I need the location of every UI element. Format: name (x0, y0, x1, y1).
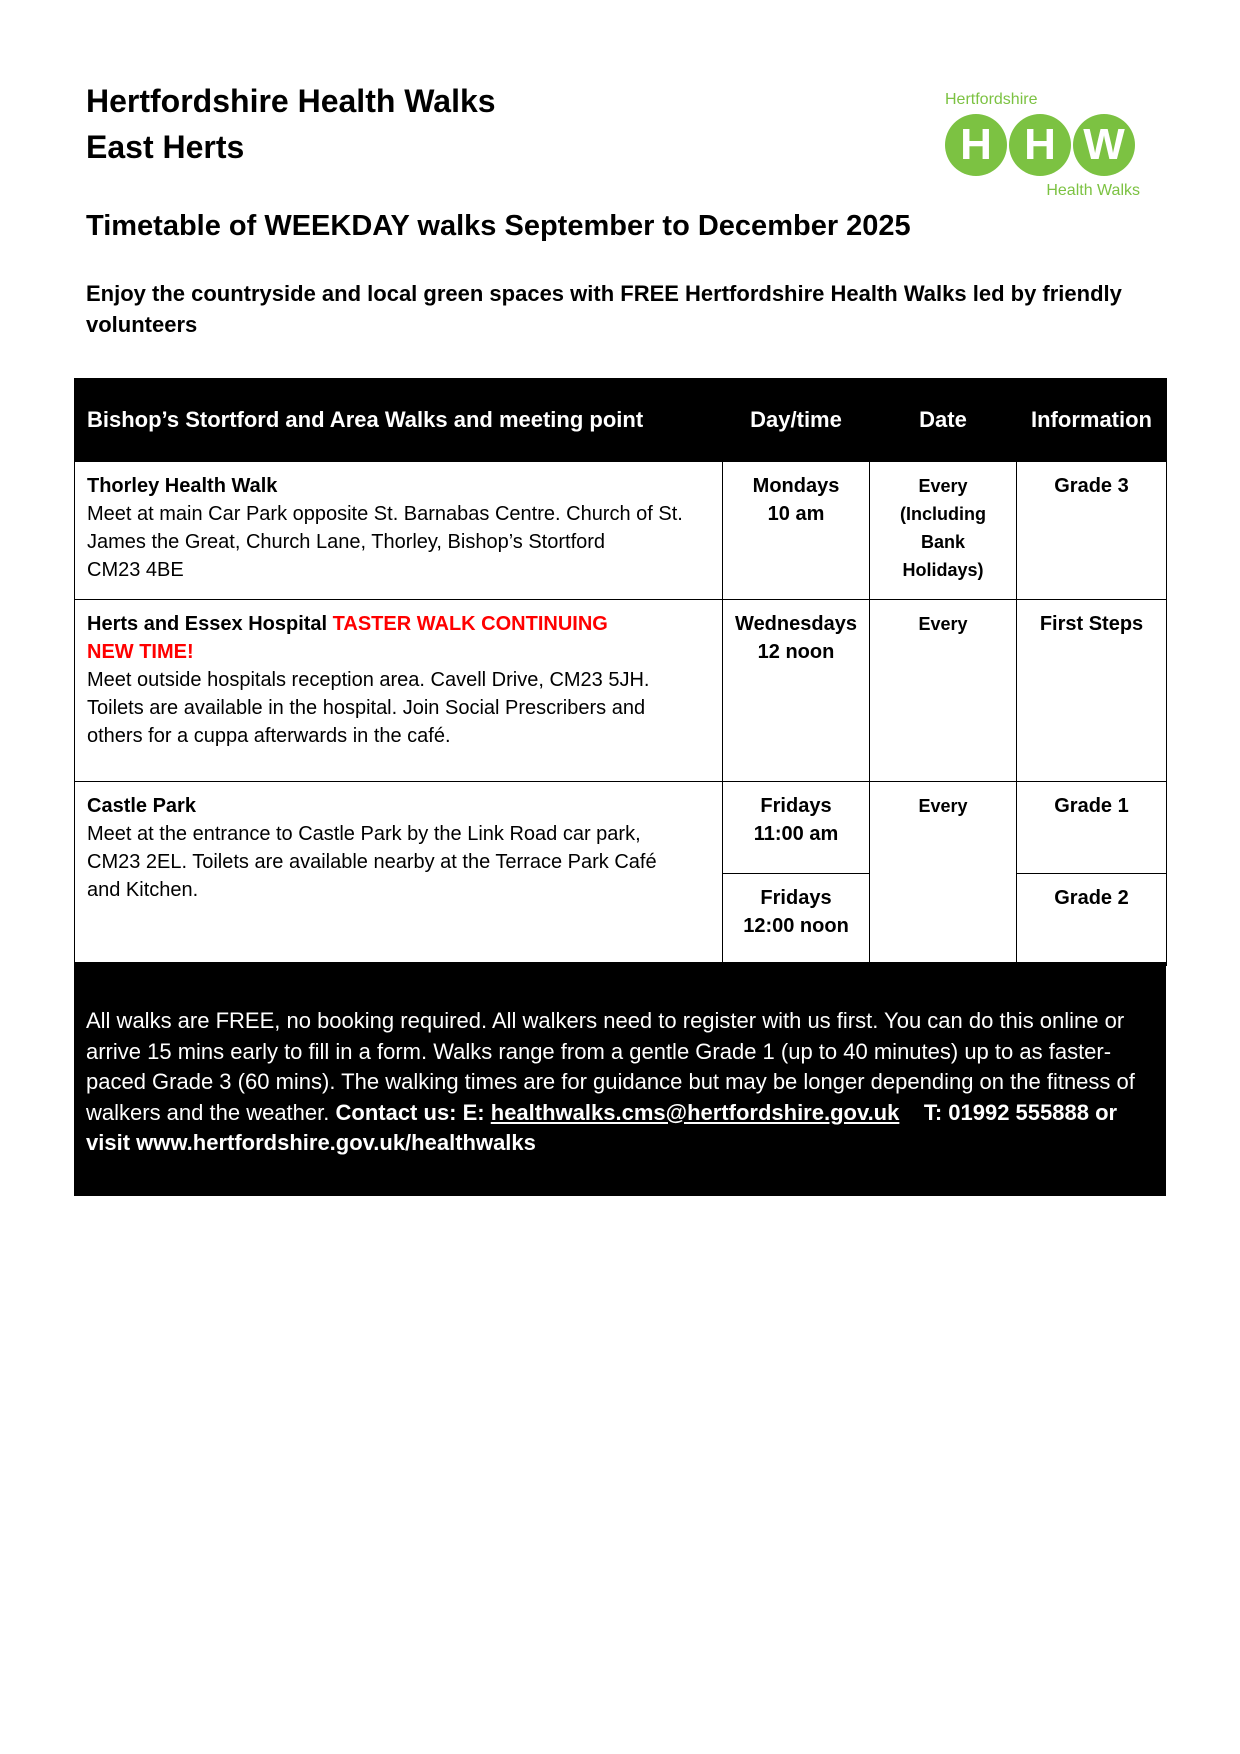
time: 10 am (767, 503, 825, 525)
walk-desc: Toilets are available in the hospital. Join Social Prescribers and (87, 697, 646, 719)
new-time-highlight: NEW TIME! (87, 641, 194, 663)
logo-letter-w: W (1073, 114, 1135, 176)
header-daytime: Day/time (723, 379, 870, 462)
logo-bottom-text: Health Walks (1046, 182, 1140, 199)
info-cell: Grade 1 (1017, 782, 1167, 874)
date-text: Holidays) (902, 560, 984, 580)
daytime-cell (723, 600, 870, 782)
walk-desc: and Kitchen. (87, 879, 199, 901)
table-header-row (75, 379, 1167, 462)
header-walks: Bishop’s Stortford and Area Walks and meeting point (75, 379, 723, 462)
walk-desc: Meet at the entrance to Castle Park by the Link Road car park, (87, 823, 641, 845)
hhw-logo (935, 86, 1150, 204)
email-link[interactable]: healthwalks.cms@hertfordshire.gov.uk (490, 1099, 900, 1125)
walk-desc: Meet at main Car Park opposite St. Barnabas Centre. Church of St. (87, 503, 683, 525)
logo-top-text: Hertfordshire (945, 91, 1038, 108)
date-cell (870, 462, 1017, 600)
walk-cell-castle-park (75, 782, 723, 966)
daytime-cell (723, 782, 870, 874)
walk-cell-hospital (75, 600, 723, 782)
date-cell: Every (870, 600, 1017, 782)
time: 12:00 noon (743, 915, 849, 937)
walk-name: Herts and Essex Hospital (87, 613, 328, 635)
walk-desc: CM23 4BE (87, 559, 184, 581)
walk-desc: others for a cuppa afterwards in the café. (87, 725, 451, 747)
walk-name: Castle Park (87, 795, 196, 817)
taster-walk-highlight: TASTER WALK CONTINUING (332, 613, 608, 635)
day: Fridays (760, 887, 832, 909)
walks-table (74, 378, 1167, 966)
contact-label: Contact us: E: (335, 1099, 485, 1125)
title-line-2: East Herts (86, 129, 245, 165)
walk-name: Thorley Health Walk (87, 475, 278, 497)
walk-desc: Meet outside hospitals reception area. Cavell Drive, CM23 5JH. (87, 669, 650, 691)
header-date: Date (870, 379, 1017, 462)
daytime-cell (723, 874, 870, 966)
logo-letter-h1: H (945, 114, 1007, 176)
logo-letter-h2: H (1009, 114, 1071, 176)
day: Fridays (760, 795, 832, 817)
day: Mondays (752, 475, 840, 497)
walk-desc: James the Great, Church Lane, Thorley, Bishop’s Stortford (87, 531, 606, 553)
intro-text: Enjoy the countryside and local green spaces with FREE Hertfordshire Health Walks led by friendly volunteers (86, 281, 1122, 337)
day: Wednesdays (735, 613, 857, 635)
info-cell: Grade 2 (1017, 874, 1167, 966)
info-cell: Grade 3 (1017, 462, 1167, 600)
date-cell: Every (870, 782, 1017, 966)
table-row (75, 782, 1167, 874)
daytime-cell (723, 462, 870, 600)
header-information: Information (1017, 379, 1167, 462)
walk-desc: CM23 2EL. Toilets are available nearby at the Terrace Park Café (87, 851, 657, 873)
logo-circles (945, 114, 1137, 176)
info-cell: First Steps (1017, 600, 1167, 782)
footer-text: All walks are FREE, no booking required. All walkers need to register with us first. You can do this online or arrive 15 mins early to fill in a form. Walks range from a gentle Grade 1 (up to 40 minutes) up to as faster-paced Grade 3 (60 mins). The walking times are for guidance but may be longer depending on the fitness of walkers and the weather. (86, 1008, 1135, 1125)
date-text: (Including (900, 504, 986, 524)
table-row (75, 462, 1167, 600)
timetable-subtitle: Timetable of WEEKDAY walks September to December 2025 (86, 210, 911, 242)
walk-cell-thorley (75, 462, 723, 600)
time: 12 noon (757, 641, 835, 663)
time: 11:00 am (753, 823, 839, 845)
date-text: Bank (920, 532, 965, 552)
page-title (86, 78, 496, 170)
table-row (75, 600, 1167, 782)
date-text: Every (918, 476, 968, 496)
title-line-1: Hertfordshire Health Walks (86, 83, 496, 119)
phone-and-website: T: 01992 555888 or visit www.hertfordshire.gov.uk/healthwalks (86, 1099, 1118, 1155)
footer-info (74, 962, 1166, 1196)
